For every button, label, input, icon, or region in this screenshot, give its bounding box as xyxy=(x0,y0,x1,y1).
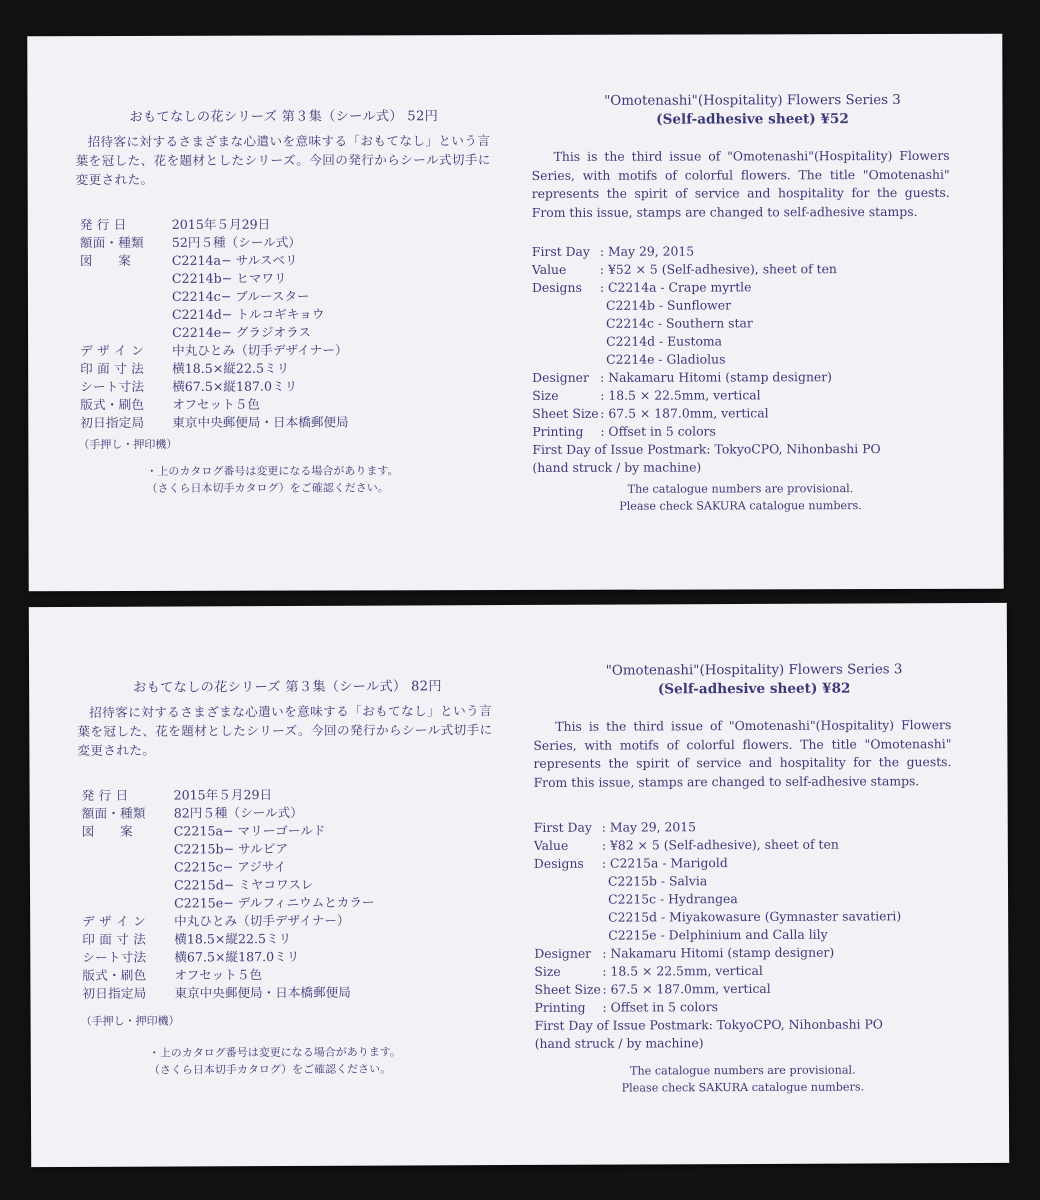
jp-design-row xyxy=(82,822,375,841)
en-design-row xyxy=(532,296,880,315)
value: 東京中央郵便局・日本橋郵便局 xyxy=(172,414,349,430)
en-design-row xyxy=(534,853,901,873)
en-title-line1: "Omotenashi"(Hospitality) Flowers Series 3 xyxy=(604,92,901,109)
en-sheet-row xyxy=(532,404,880,423)
label: デ ザ イ ン xyxy=(80,342,144,359)
en-intro: This is the third issue of "Omotenashi"(Hospitality) Flowers Series, with motifs of colorful flowers. The title "Omotenashi" represents the spirit of service and hospitality for the guests. From this issue, stamps are changed to self-adhesive stamps. xyxy=(533,717,952,790)
value: 52円５種（シール式） xyxy=(171,234,301,250)
en-design-row xyxy=(534,871,901,891)
en-title-line2: (Self-adhesive sheet) ¥52 xyxy=(656,111,849,128)
value: 2015年５月29日 xyxy=(171,216,271,232)
label: 版式・刷色 xyxy=(82,967,147,983)
value: (hand struck / by machine) xyxy=(534,1035,704,1051)
value: 2015年５月29日 xyxy=(173,787,273,803)
en-designer-row xyxy=(534,943,901,963)
en-first-day-row xyxy=(534,817,901,837)
en-design-row xyxy=(534,907,901,927)
en-size-row xyxy=(534,961,901,981)
jp-intro: 招待客に対するさまざまな心遣いを意味する「おもてなし」という言葉を冠した、花を題材としたシリーズ。今回の発行からシール式切手に変更された。 xyxy=(75,133,491,188)
value: : ¥82 × 5 (Self-adhesive), sheet of ten xyxy=(601,836,839,853)
value: : 67.5 × 187.0mm, vertical xyxy=(602,980,771,997)
value: : C2214a - Crape myrtle xyxy=(599,279,752,295)
value: C2215e - Delphinium and Calla lily xyxy=(608,926,828,943)
value: C2215b - Salvia xyxy=(607,873,708,889)
en-note-line: Please check SAKURA catalogue numbers. xyxy=(619,499,862,513)
jp-design-row xyxy=(82,840,375,859)
value: C2214c− ブルースター xyxy=(171,288,310,304)
value: : 18.5 × 22.5mm, vertical xyxy=(602,962,763,979)
value: : 67.5 × 187.0mm, vertical xyxy=(600,405,769,421)
label: 額面・種類 xyxy=(79,234,144,251)
label: Printing xyxy=(532,423,584,439)
en-postmark-row xyxy=(535,1015,902,1035)
value: 横18.5×縦22.5ミリ xyxy=(172,360,290,376)
label: Sheet Size xyxy=(532,405,599,421)
jp-design-row xyxy=(80,305,348,324)
jp-machine-note: （手押し・押印機） xyxy=(80,1014,180,1028)
en-printing-row xyxy=(534,997,901,1017)
en-title-line1: "Omotenashi"(Hospitality) Flowers Series 3 xyxy=(605,662,903,679)
value: C2215d− ミヤコワスレ xyxy=(173,876,314,893)
value: C2214b− ヒマワリ xyxy=(171,270,287,286)
label: デ ザ イ ン xyxy=(82,913,146,929)
label: シート寸法 xyxy=(80,378,145,395)
jp-design-row xyxy=(82,876,375,895)
jp-value-row xyxy=(80,233,348,252)
en-note-line: The catalogue numbers are provisional. xyxy=(627,482,854,496)
value: C2214c - Southern star xyxy=(606,315,753,331)
label: Size xyxy=(532,387,559,403)
stamp-info-card-52 xyxy=(27,34,1003,592)
label: 初日指定局 xyxy=(82,985,147,1001)
jp-issue-date-row xyxy=(82,786,375,805)
value: : 18.5 × 22.5mm, vertical xyxy=(600,387,761,403)
jp-title: おもてなしの花シリーズ 第３集（シール式） 52円 xyxy=(129,109,439,126)
en-printing-row xyxy=(532,422,880,441)
label: 図 案 xyxy=(79,253,132,269)
value: 横67.5×縦187.0ミリ xyxy=(174,948,300,965)
value: C2214a− サルスベリ xyxy=(171,252,298,268)
label: Size xyxy=(534,963,561,979)
label: 印 面 寸 法 xyxy=(82,931,147,947)
jp-intro: 招待客に対するさまざまな心遣いを意味する「おもてなし」という言葉を冠した、花を題材としたシリーズ。今回の発行からシール式切手に変更された。 xyxy=(77,703,493,758)
value: 東京中央郵便局・日本橋郵便局 xyxy=(174,984,351,1001)
value: オフセット５色 xyxy=(174,967,263,983)
en-design-row xyxy=(534,889,901,909)
value: First Day of Issue Postmark: TokyoCPO, Nihonbashi PO xyxy=(534,1016,883,1033)
value: C2215b− サルビア xyxy=(173,841,288,857)
jp-printing-row xyxy=(80,395,348,414)
jp-catalogue-notes xyxy=(146,462,398,497)
label: 発 行 日 xyxy=(79,217,127,233)
value: C2215c− アジサイ xyxy=(173,859,287,875)
value: : Nakamaru Hitomi (stamp designer) xyxy=(600,369,833,385)
en-title xyxy=(587,92,917,129)
value: C2214b - Sunflower xyxy=(605,297,732,313)
jp-note-line: ・上のカタログ番号は変更になる場合があります。 xyxy=(146,464,399,478)
en-postmark-row xyxy=(532,440,880,459)
value: 82円５種（シール式） xyxy=(173,804,303,821)
value: 横67.5×縦187.0ミリ xyxy=(172,378,298,394)
label: Designs xyxy=(533,855,584,871)
value: First Day of Issue Postmark: TokyoCPO, Nihonbashi PO xyxy=(532,441,881,457)
jp-design-row xyxy=(80,251,348,270)
japanese-section xyxy=(77,605,497,1077)
en-machine-row xyxy=(535,1033,902,1053)
jp-sheet-row xyxy=(80,377,348,396)
value: 中丸ひとみ（切手デザイナー） xyxy=(174,912,350,929)
english-section xyxy=(531,603,956,1095)
value: : C2215a - Marigold xyxy=(601,855,728,871)
en-intro: This is the third issue of "Omotenashi"(Hospitality) Flowers Series, with motifs of colorful flowers. The title "Omotenashi" represents the spirit of service and hospitality for the guests. From this issue, stamps are changed to self-adhesive stamps. xyxy=(531,147,950,220)
label: Value xyxy=(533,837,569,853)
label: 印 面 寸 法 xyxy=(80,360,144,377)
en-title-line2: (Self-adhesive sheet) ¥82 xyxy=(657,680,851,698)
value: : ¥52 × 5 (Self-adhesive), sheet of ten xyxy=(599,261,837,277)
jp-postmark-row xyxy=(80,413,348,432)
value: : Offset in 5 colors xyxy=(600,423,716,439)
label: 版式・刷色 xyxy=(80,396,145,413)
en-designer-row xyxy=(532,368,880,387)
jp-design-row xyxy=(82,894,375,913)
en-title xyxy=(589,661,919,698)
en-design-row xyxy=(532,314,880,333)
en-machine-row xyxy=(532,458,880,477)
jp-size-row xyxy=(82,930,375,949)
en-catalogue-notes xyxy=(533,1061,953,1097)
label: Designer xyxy=(532,369,589,385)
label: Printing xyxy=(534,999,586,1015)
jp-designer-row xyxy=(82,912,375,931)
label: Sheet Size xyxy=(534,981,601,997)
value: C2214e− グラジオラス xyxy=(172,324,311,340)
value: C2214d - Eustoma xyxy=(606,333,723,349)
jp-design-row xyxy=(82,858,375,877)
value: : Offset in 5 colors xyxy=(602,999,719,1015)
value: オフセット５色 xyxy=(172,396,260,412)
jp-issue-date-row xyxy=(80,215,348,234)
jp-details xyxy=(82,786,375,1003)
value: (hand struck / by machine) xyxy=(532,459,702,475)
japanese-section xyxy=(75,35,495,495)
value: C2215d - Miyakowasure (Gymnaster savatieri) xyxy=(608,908,902,925)
en-note-line: Please check SAKURA catalogue numbers. xyxy=(621,1080,865,1095)
label: 発 行 日 xyxy=(81,787,129,803)
jp-sheet-row xyxy=(82,948,375,967)
label: Designer xyxy=(534,945,592,961)
en-note-line: The catalogue numbers are provisional. xyxy=(629,1063,856,1078)
en-details xyxy=(532,242,881,477)
jp-design-row xyxy=(80,269,348,288)
jp-printing-row xyxy=(82,966,375,985)
value: : May 29, 2015 xyxy=(599,243,695,259)
value: C2215a− マリーゴールド xyxy=(173,822,326,839)
en-design-row xyxy=(534,925,901,945)
jp-note-line: （さくら日本切手カタログ）をご確認ください。 xyxy=(146,481,389,495)
en-details xyxy=(534,817,902,1053)
label: Designs xyxy=(531,279,582,295)
label: 初日指定局 xyxy=(80,414,145,431)
label: First Day xyxy=(531,243,590,259)
en-design-row xyxy=(532,350,880,369)
jp-catalogue-notes xyxy=(149,1044,401,1079)
jp-value-row xyxy=(82,804,375,823)
en-catalogue-notes xyxy=(530,480,950,515)
en-design-row xyxy=(532,278,880,297)
jp-title: おもてなしの花シリーズ 第３集（シール式） 82円 xyxy=(133,679,442,696)
label: シート寸法 xyxy=(82,949,147,965)
label: 額面・種類 xyxy=(81,805,146,821)
label: First Day xyxy=(533,819,592,835)
jp-details xyxy=(80,215,349,432)
english-section xyxy=(529,34,954,513)
value: : Nakamaru Hitomi (stamp designer) xyxy=(602,944,835,961)
value: C2215e− デルフィニウムとカラー xyxy=(174,894,375,911)
jp-design-row xyxy=(80,323,348,342)
jp-machine-note: （手押し・押印機） xyxy=(78,437,178,452)
jp-size-row xyxy=(80,359,348,378)
en-size-row xyxy=(532,386,880,405)
en-sheet-row xyxy=(534,979,901,999)
en-design-row xyxy=(532,332,880,351)
jp-note-line: ・上のカタログ番号は変更になる場合があります。 xyxy=(148,1045,401,1060)
value: : May 29, 2015 xyxy=(601,819,697,835)
value: C2215c - Hydrangea xyxy=(608,891,738,907)
en-first-day-row xyxy=(532,242,880,261)
en-value-row xyxy=(534,835,901,855)
jp-designer-row xyxy=(80,341,348,360)
jp-postmark-row xyxy=(82,984,375,1003)
label: Value xyxy=(531,261,567,277)
jp-design-row xyxy=(80,287,348,306)
value: C2214e - Gladiolus xyxy=(606,351,726,367)
value: 中丸ひとみ（切手デザイナー） xyxy=(172,342,348,358)
value: 横18.5×縦22.5ミリ xyxy=(174,930,292,947)
label: 図 案 xyxy=(81,823,133,839)
jp-note-line: （さくら日本切手カタログ）をご確認ください。 xyxy=(148,1062,392,1077)
value: C2214d− トルコギキョウ xyxy=(171,306,325,322)
stamp-info-card-82 xyxy=(29,603,1009,1167)
en-value-row xyxy=(532,260,880,279)
